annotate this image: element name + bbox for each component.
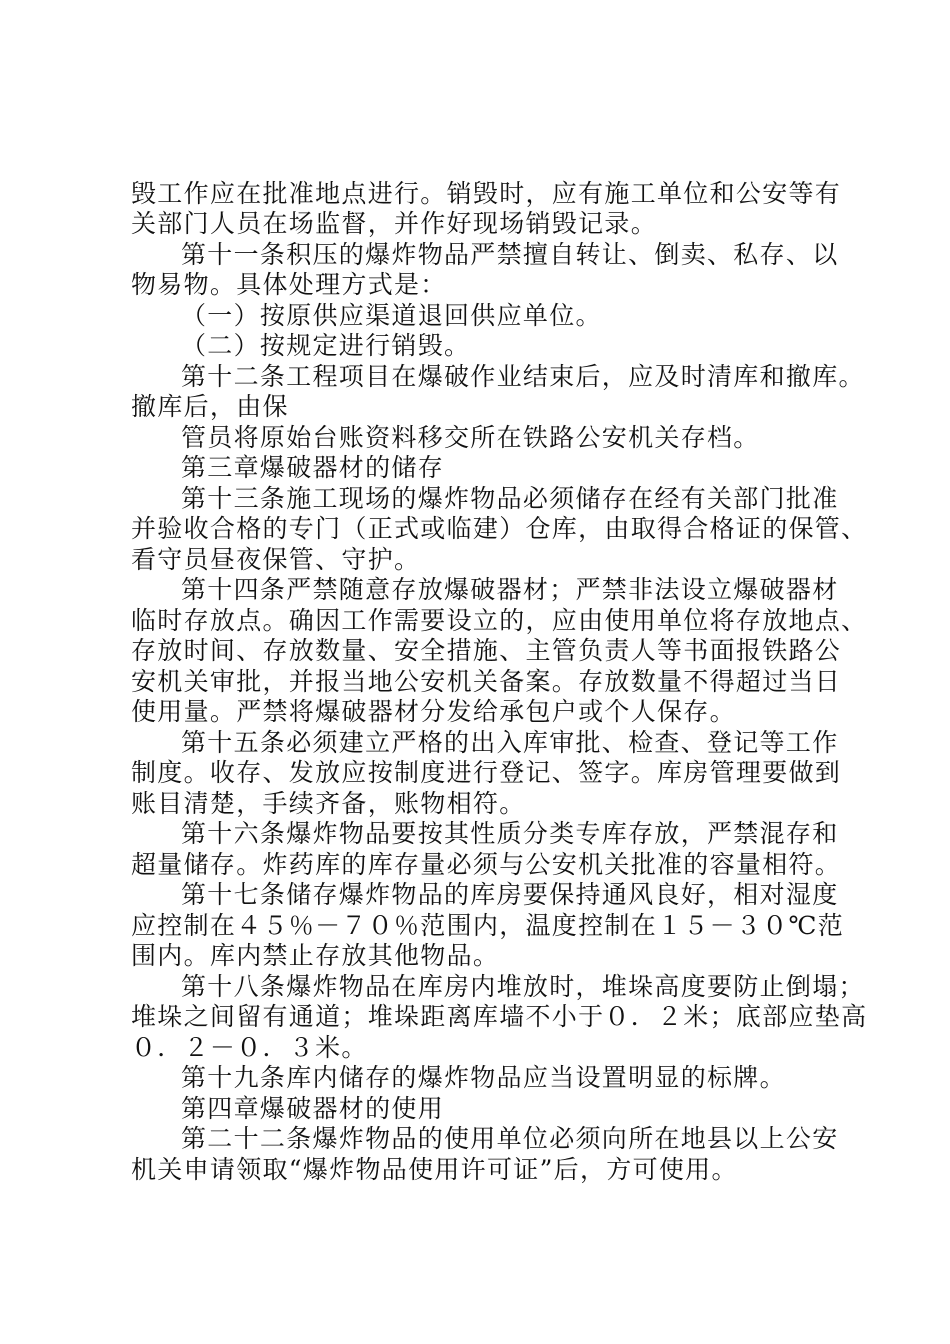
text-line: 第十一条积压的爆炸物品严禁擅自转让、倒卖、私存、以 [181, 240, 839, 269]
text-line: 看守员昼夜保管、守护。 [131, 545, 421, 574]
text-line: 毁工作应在批准地点进行。销毁时，应有施工单位和公安等有 [131, 179, 842, 208]
text-line: 第十三条施工现场的爆炸物品必须储存在经有关部门批准 [181, 484, 839, 513]
text-line: 临时存放点。确因工作需要设立的，应由使用单位将存放地点、 [131, 606, 868, 635]
text-line: 存放时间、存放数量、安全措施、主管负责人等书面报铁路公 [131, 636, 842, 665]
text-line: 撤库后，由保 [131, 392, 289, 421]
text-line: 第十四条严禁随意存放爆破器材；严禁非法设立爆破器材 [181, 575, 839, 604]
text-line: 围内。库内禁止存放其他物品。 [131, 941, 500, 970]
text-line: （二）按规定进行销毁。 [181, 331, 471, 360]
text-line: 第十五条必须建立严格的出入库审批、检查、登记等工作 [181, 728, 839, 757]
text-line: 并验收合格的专门（正式或临建）仓库，由取得合格证的保管、 [131, 514, 868, 543]
text-line: （一）按原供应渠道退回供应单位。 [181, 301, 602, 330]
text-line: ０．２－０．３米。 [131, 1033, 368, 1062]
text-line: 机关申请领取“爆炸物品使用许可证”后，方可使用。 [131, 1155, 738, 1184]
text-line: 超量储存。炸药库的库存量必须与公安机关批准的容量相符。 [131, 850, 842, 879]
text-line: 安机关审批，并报当地公安机关备案。存放数量不得超过当日 [131, 667, 842, 696]
text-line: 堆垛之间留有通道；堆垛距离库墙不小于０．２米；底部应垫高 [131, 1002, 868, 1031]
text-line: 账目清楚，手续齐备，账物相符。 [131, 789, 526, 818]
text-line: 第二十二条爆炸物品的使用单位必须向所在地县以上公安 [181, 1124, 839, 1153]
text-line: 制度。收存、发放应按制度进行登记、签字。库房管理要做到 [131, 758, 842, 787]
text-line: 管员将原始台账资料移交所在铁路公安机关存档。 [181, 423, 760, 452]
section-heading: 第三章爆破器材的储存 [181, 453, 445, 482]
text-line: 第十六条爆炸物品要按其性质分类专库存放，严禁混存和 [181, 819, 839, 848]
text-line: 第十九条库内储存的爆炸物品应当设置明显的标牌。 [181, 1063, 786, 1092]
text-line: 第十七条储存爆炸物品的库房要保持通风良好，相对湿度 [181, 880, 839, 909]
text-line: 物易物。具体处理方式是： [131, 270, 447, 299]
text-line: 第十八条爆炸物品在库房内堆放时，堆垛高度要防止倒塌； [181, 972, 865, 1001]
text-line: 第十二条工程项目在爆破作业结束后，应及时清库和撤库。 [181, 362, 865, 391]
text-line: 使用量。严禁将爆破器材分发给承包户或个人保存。 [131, 697, 736, 726]
section-heading: 第四章爆破器材的使用 [181, 1094, 445, 1123]
text-line: 应控制在４５％－７０％范围内，温度控制在１５－３０℃范 [131, 911, 845, 940]
text-line: 关部门人员在场监督，并作好现场销毁记录。 [131, 209, 658, 238]
